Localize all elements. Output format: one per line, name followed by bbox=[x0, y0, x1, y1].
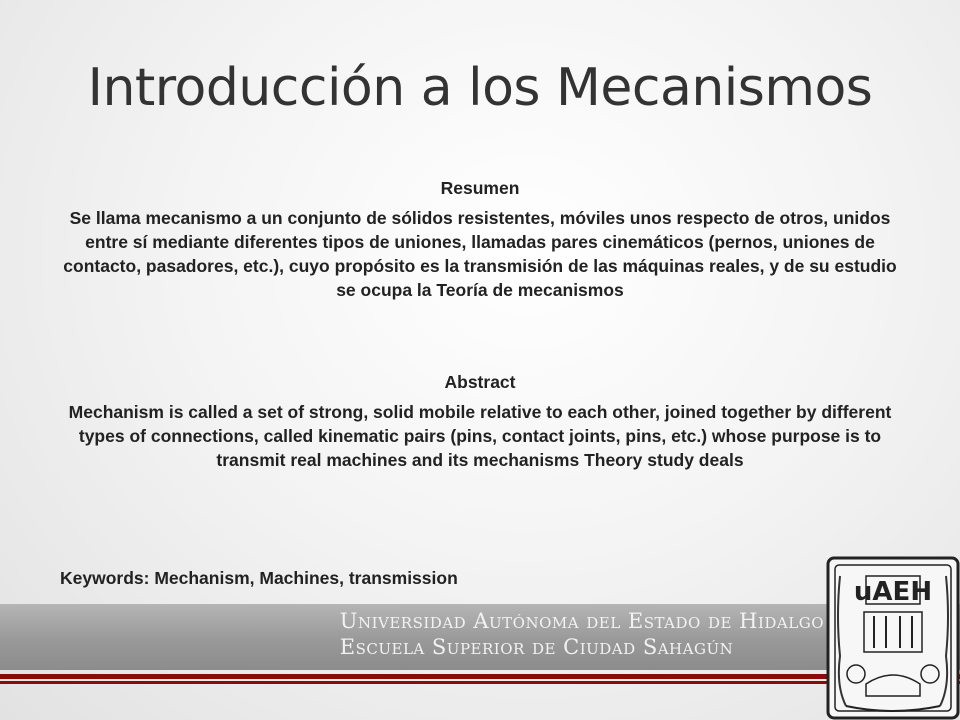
slide-title: Introducción a los Mecanismos bbox=[87, 58, 873, 118]
resumen-text: Se llama mecanismo a un conjunto de sólidos resistentes, móviles unos respecto de otros, unidos entre sí mediante diferentes tipos de uniones, llamadas pares cinemáticos (pernos, uniones de contacto, pasadores, etc.), cuyo propósito es la transmisión de las máquinas reales, y de su estudio se ocupa la Teoría de mecanismos bbox=[63, 208, 897, 300]
abstract-text: Mechanism is called a set of strong, solid mobile relative to each other, joined together by different types of connections, called kinematic pairs (pins, contact joints, pins, etc.) whose purpose is to transmit real machines and its mechanisms Theory study deals bbox=[68, 402, 892, 470]
footer-university-name: Universidad Autónoma del Estado de Hidalgo bbox=[339, 609, 824, 633]
footer-red-line-bottom bbox=[0, 681, 960, 684]
footer-school-name: Escuela Superior de Ciudad Sahagún bbox=[339, 635, 734, 659]
university-seal-icon bbox=[826, 556, 960, 720]
abstract-section bbox=[60, 370, 900, 472]
resumen-section bbox=[60, 176, 900, 302]
keywords-line: Keywords: Mechanism, Machines, transmission bbox=[60, 568, 458, 588]
abstract-heading: Abstract bbox=[444, 372, 516, 392]
footer-red-line-top bbox=[0, 674, 960, 679]
footer-institution bbox=[340, 608, 824, 660]
seal-lettering: uAEH bbox=[853, 577, 933, 607]
resumen-heading: Resumen bbox=[440, 178, 520, 198]
